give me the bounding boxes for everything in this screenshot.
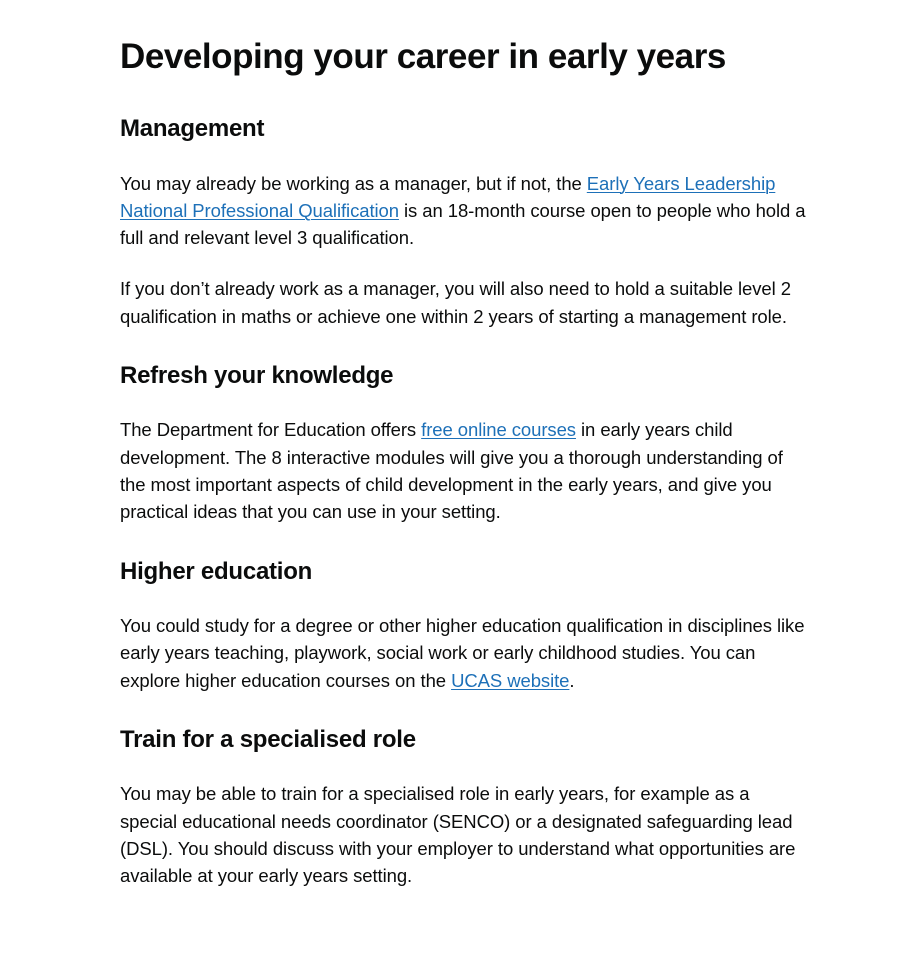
paragraph-refresh-1: [120, 416, 806, 525]
paragraph-text: You may already be working as a manager, but if not, the: [120, 172, 587, 194]
spacer: [120, 694, 806, 727]
article-content: [120, 38, 806, 889]
paragraph-text: If you don’t already work as a manager, you will also need to hold a suitable level 2 qualification in maths or achieve one within 2 years of starting a management role.: [120, 278, 791, 327]
page-title: Developing your career in early years: [120, 37, 726, 76]
paragraph-text: You could study for a degree or other higher education qualification in disciplines like early years teaching, playwork, social work or early childhood studies. You can explore higher education courses on the: [120, 614, 805, 691]
section-heading-train-for-a-specialised-role: Train for a specialised role: [120, 725, 416, 753]
link-ucas-website[interactable]: UCAS website: [451, 669, 570, 691]
paragraph-text: The Department for Education offers: [120, 419, 422, 441]
paragraph-management-2: [120, 275, 806, 330]
paragraph-higher-education-1: [120, 612, 806, 694]
section-heading-higher-education: Higher education: [120, 557, 313, 585]
spacer: [120, 251, 806, 275]
paragraph-specialised-role-1: [120, 780, 806, 889]
spacer: [120, 585, 806, 612]
spacer: [120, 389, 806, 416]
paragraph-text: You may be able to train for a specialised role in early years, for example as a special educational needs coordinator (SENCO) or a designated safeguarding lead (DSL). You should discuss with your employer to understand what opportunities are available at your early years setting.: [120, 783, 796, 887]
spacer: [120, 753, 806, 780]
paragraph-text: .: [569, 669, 575, 691]
spacer: [120, 330, 806, 363]
section-heading-refresh-your-knowledge: Refresh your knowledge: [120, 362, 394, 390]
link-early-years-leadership-npq[interactable]: Early Years Leadership National Professional Qualification: [120, 172, 776, 221]
spacer: [120, 143, 806, 170]
paragraph-text: is an 18-month course open to people who hold a full and relevant level 3 qualification.: [120, 199, 806, 249]
link-free-online-courses[interactable]: free online courses: [421, 419, 576, 441]
spacer: [120, 76, 806, 116]
spacer: [120, 526, 806, 559]
paragraph-text: in early years child development. The 8 interactive modules will give you a thorough understanding of the most important aspects of child development in the early years, and give you practical ideas that you can use in your setting.: [120, 419, 783, 523]
section-heading-management: Management: [120, 115, 265, 143]
paragraph-management-1: [120, 170, 806, 252]
